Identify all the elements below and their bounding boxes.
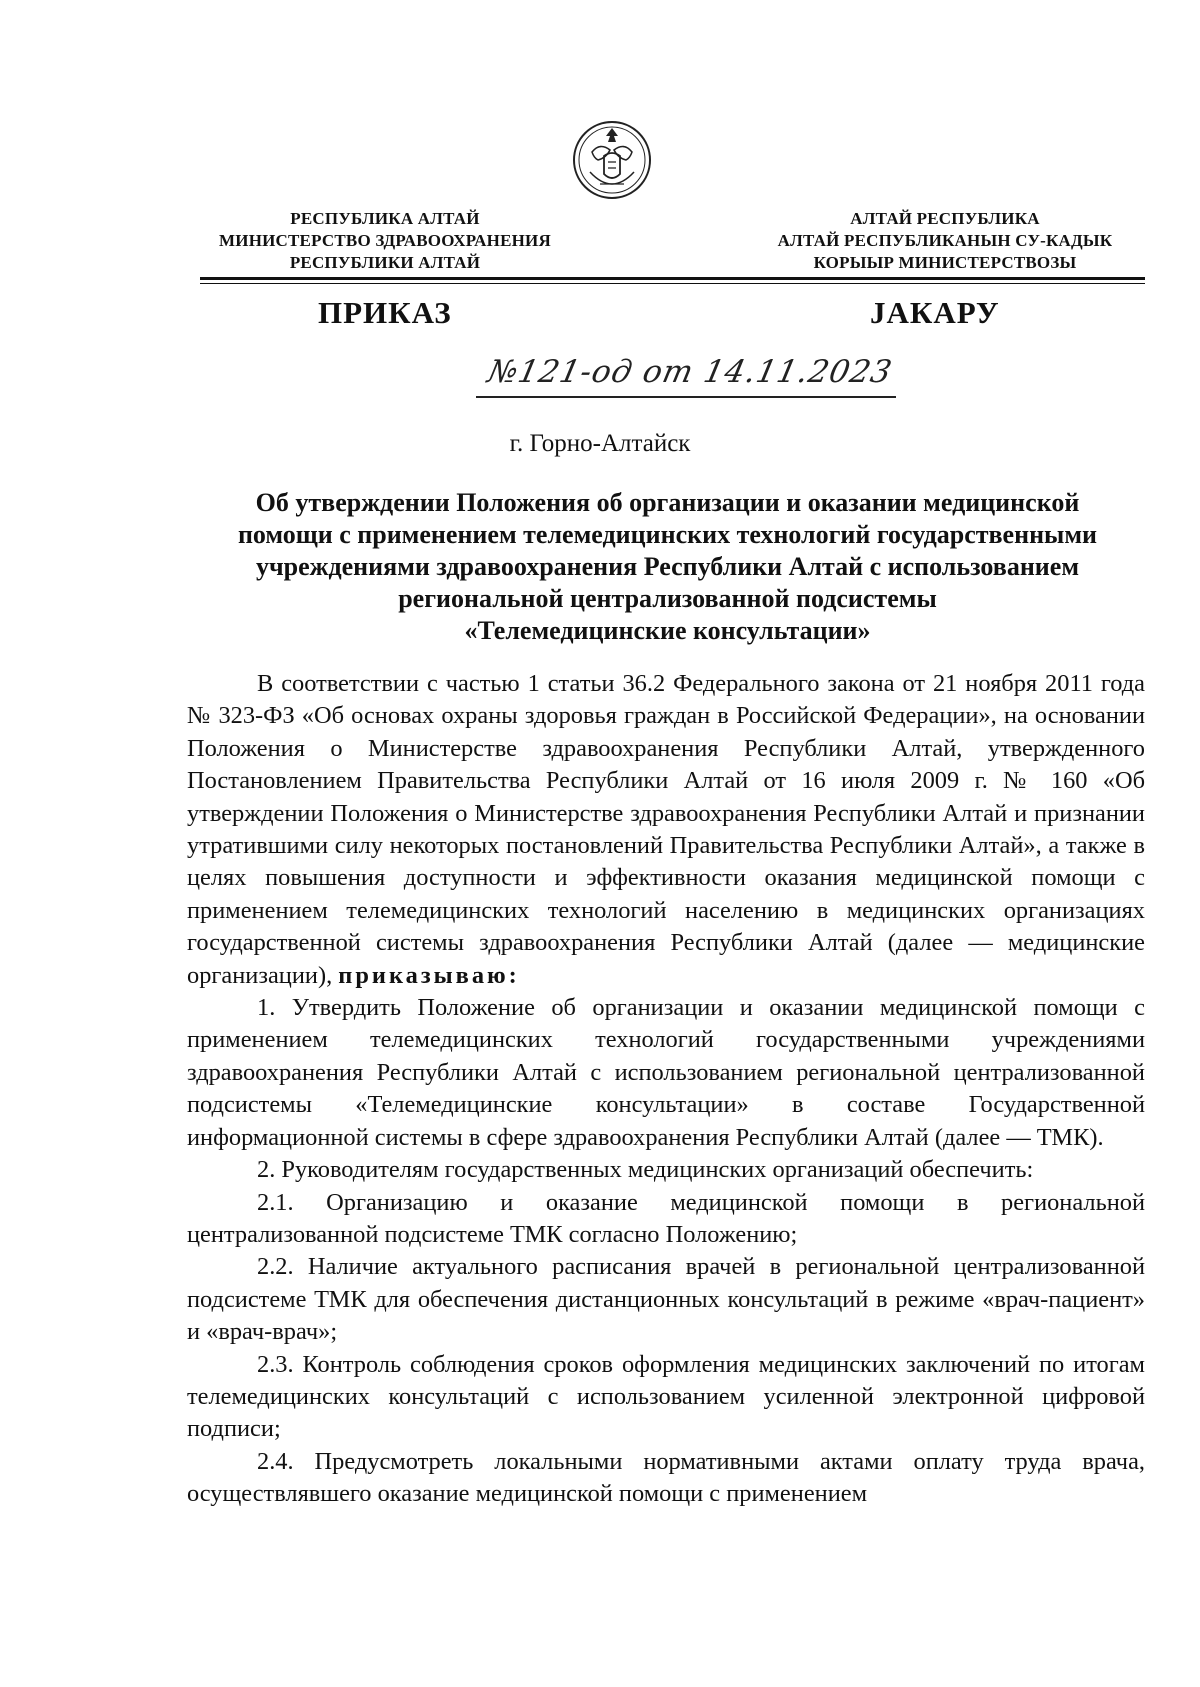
order-title-alt: JАКАРУ: [870, 295, 1000, 330]
header-divider-thin: [200, 283, 1145, 284]
handwritten-order-number: [470, 354, 910, 414]
document-body: [187, 668, 1145, 1511]
header-right: [745, 208, 1145, 274]
order-title-ru: ПРИКАЗ: [318, 295, 452, 330]
title-line: «Телемедицинские консультации»: [464, 616, 871, 645]
paragraph-item-2-2: 2.2. Наличие актуального расписания врачей в региональной централизованной подсистеме ТМК для обеспечения дистанционных консультаций в режиме «врач-пациент» и «врач-врач»;: [187, 1253, 1145, 1346]
paragraph-item-2-3: 2.3. Контроль соблюдения сроков оформления медицинских заключений по итогам телемедицинских консультаций с использованием усиленной электронной цифровой подписи;: [187, 1350, 1145, 1443]
paragraph-item-2: 2. Руководителям государственных медицинских организаций обеспечить:: [257, 1156, 1034, 1184]
header-left: [200, 208, 570, 274]
header-right-line: АЛТАЙ РЕСПУБЛИКА: [850, 209, 1040, 228]
title-line: региональной централизованной подсистемы: [398, 584, 937, 613]
coat-of-arms-icon: [570, 112, 654, 208]
title-line: учреждениями здравоохранения Республики Алтай с использованием: [255, 552, 1080, 581]
order-keyword: приказываю:: [338, 961, 520, 989]
header-left-line: РЕСПУБЛИКА АЛТАЙ: [290, 209, 480, 228]
title-line: Об утверждении Положения об организации и оказании медицинской: [255, 488, 1080, 517]
paragraph-item-2-1: 2.1. Организацию и оказание медицинской помощи в региональной централизованной подсистеме ТМК согласно Положению;: [187, 1188, 1145, 1248]
header-right-line: АЛТАЙ РЕСПУБЛИКАНЫН СУ-КАДЫК: [777, 231, 1113, 250]
document-title: [195, 487, 1140, 647]
header-left-line: РЕСПУБЛИКИ АЛТАЙ: [289, 253, 481, 272]
paragraph-preamble: [187, 668, 1145, 992]
header-left-line: МИНИСТЕРСТВО ЗДРАВООХРАНЕНИЯ: [219, 231, 551, 250]
title-line: помощи с применением телемедицинских технологий государственными: [237, 520, 1098, 549]
header-divider: [200, 277, 1145, 280]
header-right-line: КОРЫЫР МИНИСТЕРСТВОЗЫ: [813, 253, 1077, 272]
preamble-text: В соответствии с частью 1 статьи 36.2 Федерального закона от 21 ноября 2011 года № 323-ФЗ «Об основах охраны здоровья граждан в Российской Федерации», на основании Положения о Министерстве здравоохранения Республики Алтай, утвержденного Постановлением Правительства Республики Алтай от 16 июля 2009 г. № 160 «Об утверждении Положения о Министерстве здравоохранения Республики Алтай и признании утратившими силу некоторых постановлений Правительства Республики Алтай», а также в целях повышения доступности и эффективности оказания медицинской помощи с применением телемедицинских технологий населению в медицинских организациях государственной системы здравоохранения Республики Алтай (далее — медицинские организации),: [187, 670, 1145, 989]
paragraph-item-2-4: 2.4. Предусмотреть локальными нормативными актами оплату труда врача, осуществлявшего оказание медицинской помощи с применением: [187, 1447, 1145, 1508]
paragraph-item-1: 1. Утвердить Положение об организации и оказании медицинской помощи с применением телемедицинских технологий государственными учреждениями здравоохранения Республики Алтай с использованием региональной централизованной подсистемы «Телемедицинские консультации» в составе Государственной информационной системы в сфере здравоохранения Республики Алтай (далее — ТМК).: [187, 994, 1145, 1151]
order-number-date: №121-од от 14.11.2023: [484, 354, 896, 390]
city-line: г. Горно-Алтайск: [509, 430, 691, 457]
handwriting-underline: [476, 396, 896, 398]
